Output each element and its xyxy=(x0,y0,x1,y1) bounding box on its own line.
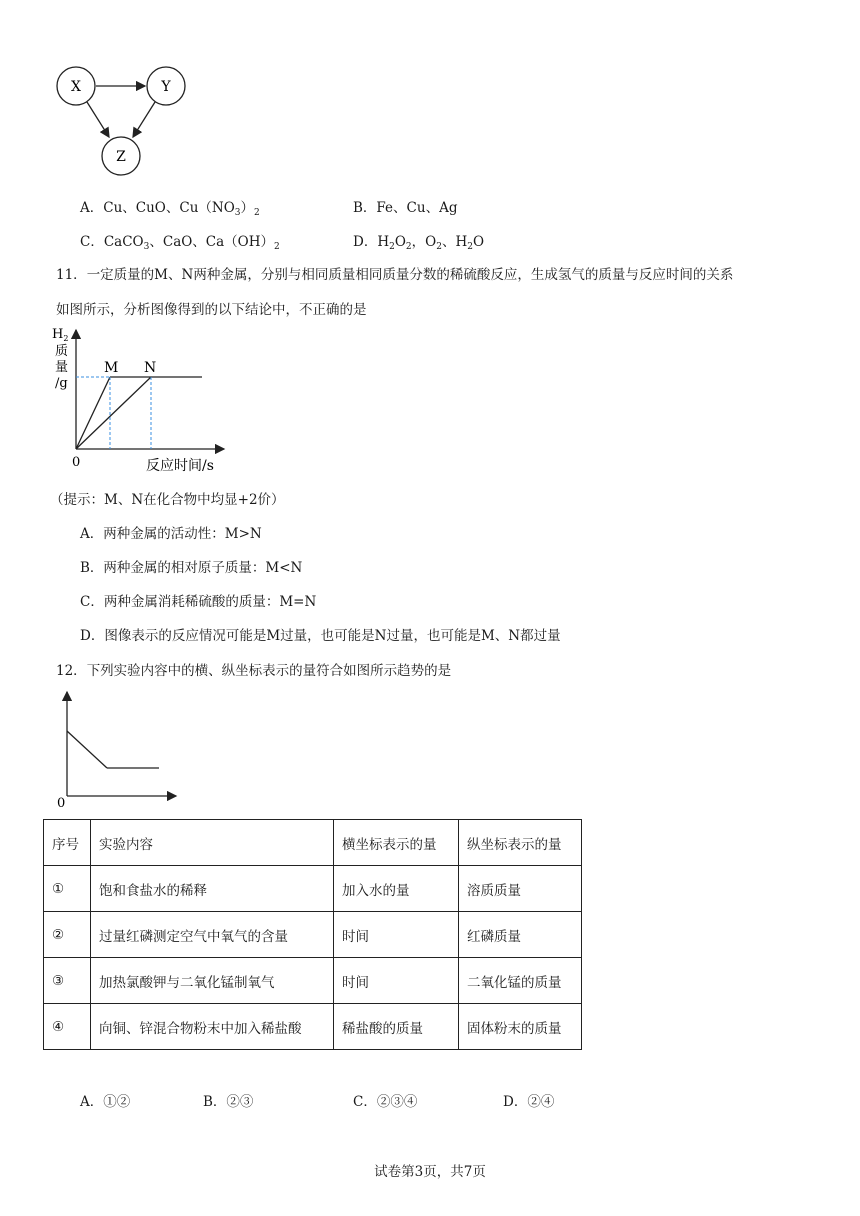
table-row xyxy=(44,958,582,1004)
option-text: O xyxy=(394,234,406,250)
y-axis-label-1: 质 xyxy=(55,344,69,359)
q10-option-a[interactable] xyxy=(80,196,260,218)
xyz-diagram xyxy=(50,60,200,184)
q12-stem xyxy=(56,659,451,679)
table-row xyxy=(44,866,582,912)
table-cell: ② xyxy=(44,912,91,958)
table-cell: 加热氯酸钾与二氧化锰制氧气 xyxy=(91,958,334,1004)
node-x-label: X xyxy=(71,79,81,95)
option-text: 、CaO、Ca（OH） xyxy=(149,234,275,250)
table-header-cell: 实验内容 xyxy=(91,820,334,866)
option-label: D． xyxy=(353,234,378,250)
subscript: 2 xyxy=(467,242,473,252)
option-text: Cu、CuO、Cu（NO xyxy=(103,200,235,216)
table-header-cell: 纵坐标表示的量 xyxy=(459,820,582,866)
table-cell: 溶质质量 xyxy=(459,866,582,912)
curve-m-rise xyxy=(76,377,110,449)
arrow-x-z xyxy=(87,102,109,137)
table-cell: 过量红磷测定空气中氧气的含量 xyxy=(91,912,334,958)
table-header-cell: 序号 xyxy=(44,820,91,866)
q12-trend-graph xyxy=(52,686,182,810)
table-cell: ③ xyxy=(44,958,91,1004)
origin-label: 0 xyxy=(57,796,66,810)
question-text: 一定质量的M、N两种金属，分别与相同质量相同质量分数的稀硫酸反应，生成氢气的质量与反应时间的关系 xyxy=(86,267,734,283)
q11-option-c[interactable]: C．两种金属消耗稀硫酸的质量：M=N xyxy=(80,594,317,610)
subscript: 2 xyxy=(389,242,395,252)
page-footer: 试卷第3页，共7页 xyxy=(374,1164,486,1180)
option-text: O xyxy=(472,234,485,250)
q12-option-b[interactable]: B．②③ xyxy=(203,1094,254,1110)
q11-option-d[interactable]: D．图像表示的反应情况可能是M过量，也可能是N过量，也可能是M、N都过量 xyxy=(80,628,561,644)
option-text: ） xyxy=(240,200,255,216)
y-axis-label-h: $H_2$ xyxy=(52,327,69,343)
option-label: B． xyxy=(353,200,377,216)
table-cell: 固体粉末的质量 xyxy=(459,1004,582,1050)
subscript: 3 xyxy=(143,242,150,252)
option-label: C． xyxy=(80,234,104,250)
node-y-label: Y xyxy=(161,79,171,95)
option-text: 、H xyxy=(441,234,468,250)
q12-option-c[interactable]: C．②③④ xyxy=(353,1094,418,1110)
trend-decline xyxy=(67,731,107,768)
q11-option-b[interactable]: B．两种金属的相对原子质量：M<N xyxy=(80,560,303,576)
q12-option-a[interactable]: A．①② xyxy=(80,1094,131,1110)
option-text: H xyxy=(377,234,390,250)
q10-option-d[interactable] xyxy=(353,230,484,252)
table-cell: 红磷质量 xyxy=(459,912,582,958)
table-cell: 稀盐酸的质量 xyxy=(334,1004,459,1050)
table-header-row xyxy=(44,820,582,866)
subscript: 2 xyxy=(254,208,260,218)
q10-option-b[interactable] xyxy=(353,196,457,216)
table-cell: ④ xyxy=(44,1004,91,1050)
question-number: 11． xyxy=(56,267,87,283)
table-cell: 向铜、锌混合物粉末中加入稀盐酸 xyxy=(91,1004,334,1050)
curve-n-label: N xyxy=(144,360,157,376)
q12-option-d[interactable]: D．②④ xyxy=(503,1094,555,1110)
table-cell: 饱和食盐水的稀释 xyxy=(91,866,334,912)
q11-hint: （提示：M、N在化合物中均显+2价） xyxy=(50,492,285,508)
q11-chart xyxy=(46,324,236,474)
node-z-label: Z xyxy=(116,149,126,165)
subscript: 2 xyxy=(405,242,412,252)
option-text: CaCO xyxy=(103,234,144,250)
origin-label: 0 xyxy=(72,455,81,470)
table-cell: ① xyxy=(44,866,91,912)
y-axis-label-3: /g xyxy=(55,376,68,391)
subscript: 3 xyxy=(234,208,241,218)
question-text: 下列实验内容中的横、纵坐标表示的量符合如图所示趋势的是 xyxy=(86,663,452,679)
option-text: ，O xyxy=(411,234,437,250)
question-number: 12． xyxy=(56,663,87,679)
q11-option-a[interactable]: A．两种金属的活动性：M>N xyxy=(80,526,262,542)
table-row xyxy=(44,912,582,958)
subscript: 2 xyxy=(436,242,442,252)
option-text: Fe、Cu、Ag xyxy=(376,200,458,216)
table-cell: 二氧化锰的质量 xyxy=(459,958,582,1004)
table-header-cell: 横坐标表示的量 xyxy=(334,820,459,866)
arrow-y-z xyxy=(133,102,155,137)
option-label: A． xyxy=(80,200,104,216)
table-cell: 加入水的量 xyxy=(334,866,459,912)
table-cell: 时间 xyxy=(334,912,459,958)
q11-stem-line1 xyxy=(56,263,733,283)
experiment-table xyxy=(43,819,582,1050)
q10-option-c[interactable] xyxy=(80,230,280,252)
q11-stem-line2: 如图所示，分析图像得到的以下结论中，不正确的是 xyxy=(56,302,367,318)
x-axis-label: 反应时间/s xyxy=(146,458,214,474)
subscript: 2 xyxy=(274,242,280,252)
curve-n-rise xyxy=(76,377,151,449)
curve-m-label: M xyxy=(104,360,119,376)
table-cell: 时间 xyxy=(334,958,459,1004)
table-row xyxy=(44,1004,582,1050)
y-axis-label-2: 量 xyxy=(55,360,69,375)
